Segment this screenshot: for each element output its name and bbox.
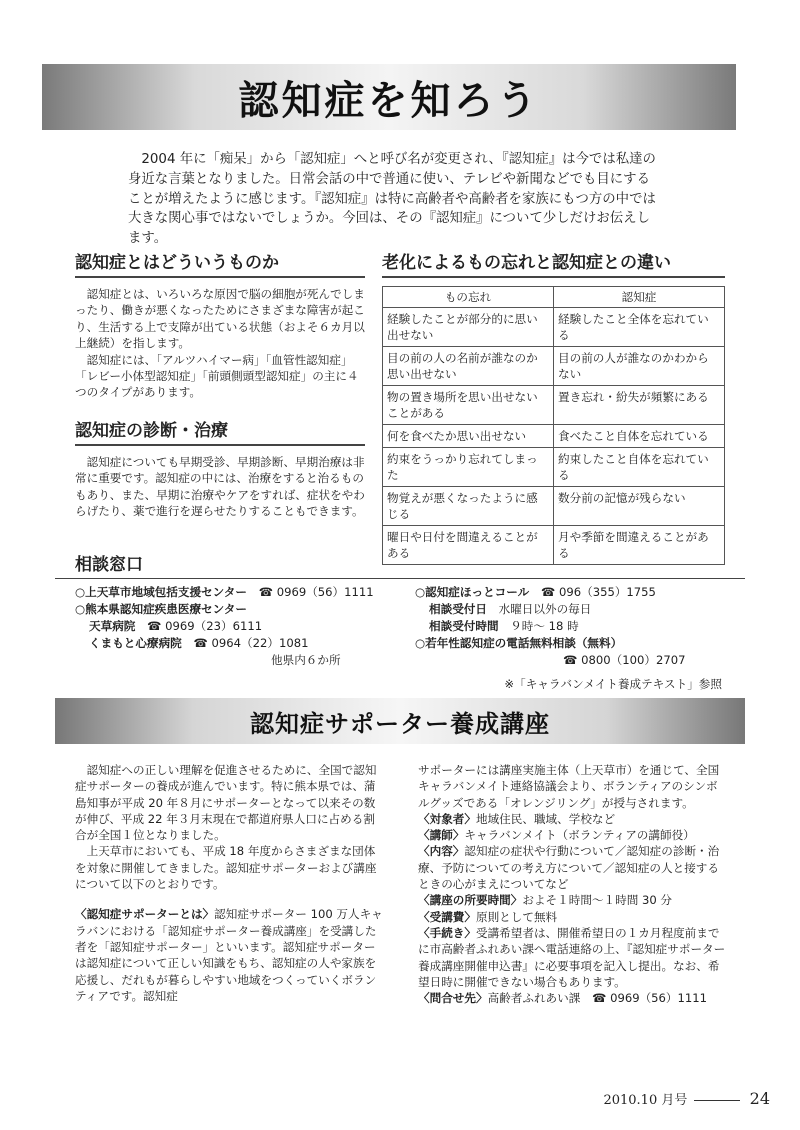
table-cell: 置き忘れ・紛失が頻繁にある: [554, 386, 725, 425]
section-what-p1: 認知症とは、いろいろな原因で脳の細胞が死んでしまったり、働きが悪くなったためにさまざまな障害が起こり、生活する上で支障が出ている状態（およそ６カ月以上継続）を指します。: [75, 287, 365, 351]
table-cell: 目の前の人の名前が誰なのか思い出せない: [383, 347, 554, 386]
consult-c2b-name: くまもと心療病院: [89, 636, 182, 650]
consult-c2-name: ○熊本県認知症疾患医療センター: [75, 602, 247, 616]
consult-divider: [55, 578, 745, 579]
page-number: 24: [749, 1089, 770, 1108]
section-what-heading: 認知症とはどういうものか: [75, 248, 365, 278]
footer-rule: [694, 1100, 740, 1101]
section-diagnosis-p1: 認知症についても早期受診、早期診断、早期治療は非常に重要です。認知症の中には、治療をすると治るものもあり、また、早期に治療やケアをすれば、症状をやわらげたり、薬で進行を遅らせたりすることもできます。: [75, 455, 365, 519]
table-row: [383, 347, 725, 386]
section-consult-heading: 相談窓口: [75, 555, 143, 575]
consult-c3-day: 水曜日以外の毎日: [498, 602, 592, 616]
fee-value: 原則として無料: [475, 909, 558, 924]
table-cell: 何を食べたか思い出せない: [383, 425, 554, 448]
consult-c4-tel: ☎ 0800（100）2707: [563, 653, 686, 667]
page-title: 認知症を知ろう: [238, 77, 540, 124]
section-diagnosis: [75, 416, 365, 520]
page-footer: [603, 1089, 770, 1108]
duration-label: 〈講座の所要時間〉: [418, 893, 523, 908]
consult-c1-name: ○上天草市地域包括支援センター: [75, 585, 247, 599]
table-cell: 目の前の人が誰なのかわからない: [554, 347, 725, 386]
section-compare-heading: 老化によるもの忘れと認知症との違い: [382, 248, 725, 278]
table-cell: 月や季節を間違えることがある: [554, 526, 725, 565]
supporter-right-column: [418, 762, 728, 1006]
supporter-heading: 認知症サポーター養成講座: [250, 709, 550, 738]
supporter-left-p2: 上天草市においても、平成 18 年度からさまざまな団体を対象に開催してきました。認知症サポーターおよび講座について以下のとおりです。: [75, 844, 377, 892]
table-cell: 数分前の記憶が残らない: [554, 487, 725, 526]
consult-c3-time: ９時～ 18 時: [510, 619, 579, 633]
section-compare: [382, 248, 725, 565]
table-cell: 食べたこと自体を忘れている: [554, 425, 725, 448]
table-cell: 約束したこと自体を忘れている: [554, 448, 725, 487]
contact-value: 高齢者ふれあい課: [487, 991, 581, 1006]
procedure-value: 受講希望者は、開催希望日の１カ月程度前までに市高齢者ふれあい課へ電話連絡の上、『認知症サポーター養成講座開催申込書』に必要事項を記入し提出。なお、希望日時に開催できない場合もあります。: [418, 925, 726, 989]
content-value: 認知症の症状や行動について／認知症の診断・治療、予防についての考え方について／認知症の人と接するときの心がまえについてなど: [418, 844, 720, 892]
consult-right: [415, 584, 735, 669]
supporter-left-column: [75, 762, 385, 1004]
footer-issue: 2010.10 月号: [603, 1093, 688, 1108]
source-note: ※「キャラバンメイト養成テキスト」参照: [504, 677, 722, 691]
duration-value: およそ１時間～１時間 30 分: [522, 893, 673, 908]
fee-label: 〈受講費〉: [418, 909, 476, 924]
supporter-banner: [55, 698, 745, 744]
content-label: 〈内容〉: [418, 844, 465, 859]
target-value: 地域住民、職域、学校など: [475, 811, 616, 826]
consult-c3-name: ○認知症ほっとコール: [415, 585, 530, 599]
section-consult: [75, 550, 365, 578]
table-cell: 経験したことが部分的に思い出せない: [383, 308, 554, 347]
consult-left: [75, 584, 405, 669]
compare-col-forgetfulness: もの忘れ: [383, 287, 554, 308]
supporter-left-p3: 認知症サポーター 100 万人キャラバンにおける「認知症サポーター養成講座」を受講した者を「認知症サポーター」といいます。認知症サポーターは認知症について正しい知識をもち、認知症の人や家族を応援し、だれもが暮らしやすい地域をつくっていくボランティアです。認知症: [75, 907, 383, 1003]
table-row: [383, 448, 725, 487]
compare-col-dementia: 認知症: [554, 287, 725, 308]
supporter-left-p3-label: 〈認知症サポーターとは〉: [75, 907, 215, 922]
lecturer-value: キャラバンメイト（ボランティアの講師役）: [464, 828, 695, 843]
lecturer-label: 〈講師〉: [418, 828, 465, 843]
consult-c2a-name: 天草病院: [89, 619, 136, 633]
section-what: [75, 248, 365, 401]
table-row: [383, 425, 725, 448]
consult-c2b-tel: ☎ 0964（22）1081: [193, 636, 309, 650]
consult-c3-tel: ☎ 096（355）1755: [540, 585, 656, 599]
intro-paragraph: 2004 年に「痴呆」から「認知症」へと呼び名が変更され、『認知症』は今では私達の身近な言葉となりました。日常会話の中で普通に使い、テレビや新聞などでも目にすることが増えたように感じます。『認知症』は特に高齢者や高齢者を家族にもつ方の中では大きな関心事ではないでしょうか。今回は、その『認知症』について少しだけお伝えします。: [128, 152, 656, 247]
table-cell: 約束をうっかり忘れてしまった: [383, 448, 554, 487]
table-cell: 経験したこと全体を忘れている: [554, 308, 725, 347]
section-what-p2: 認知症には、「アルツハイマー病」「血管性認知症」「レビー小体型認知症」「前頭側頭型認知症」の主に４つのタイプがあります。: [75, 352, 359, 400]
target-label: 〈対象者〉: [418, 811, 476, 826]
contact-tel: ☎ 0969（56）1111: [591, 991, 708, 1006]
table-row: [383, 526, 725, 565]
procedure-label: 〈手続き〉: [418, 925, 476, 940]
table-cell: 曜日や日付を間違えることがある: [383, 526, 554, 565]
consult-c4-name: ○若年性認知症の電話無料相談（無料）: [415, 636, 623, 650]
compare-header-row: [383, 287, 725, 308]
consult-c3-time-label: 相談受付時間: [429, 619, 499, 633]
section-diagnosis-heading: 認知症の診断・治療: [75, 416, 365, 446]
table-row: [383, 386, 725, 425]
consult-c1-tel: ☎ 0969（56）1111: [258, 585, 374, 599]
contact-label: 〈問合せ先〉: [418, 991, 488, 1006]
table-cell: 物の置き場所を思い出せないことがある: [383, 386, 554, 425]
consult-c2a-tel: ☎ 0969（23）6111: [147, 619, 263, 633]
supporter-left-p1: 認知症への正しい理解を促進させるために、全国で認知症サポーターの養成が進んでいます。特に熊本県では、蒲島知事が平成 20 年８月にサポーターとなって以来その数が伸び、平成 22 年３月末現在で都道府県人口に占める割合が全国１位となりました。: [75, 763, 377, 843]
table-cell: 物覚えが悪くなったように感じる: [383, 487, 554, 526]
table-row: [383, 308, 725, 347]
consult-c2b-note: 他県内６か所: [271, 653, 341, 667]
title-banner: [42, 64, 736, 130]
table-row: [383, 487, 725, 526]
consult-c3-day-label: 相談受付日: [429, 602, 487, 616]
supporter-right-p1: サポーターには講座実施主体（上天草市）を通じて、全国キャラバンメイト連絡協議会より、ボランティアのシンボルグッズである「オレンジリング」が授与されます。: [418, 763, 720, 810]
compare-table: [382, 286, 725, 565]
